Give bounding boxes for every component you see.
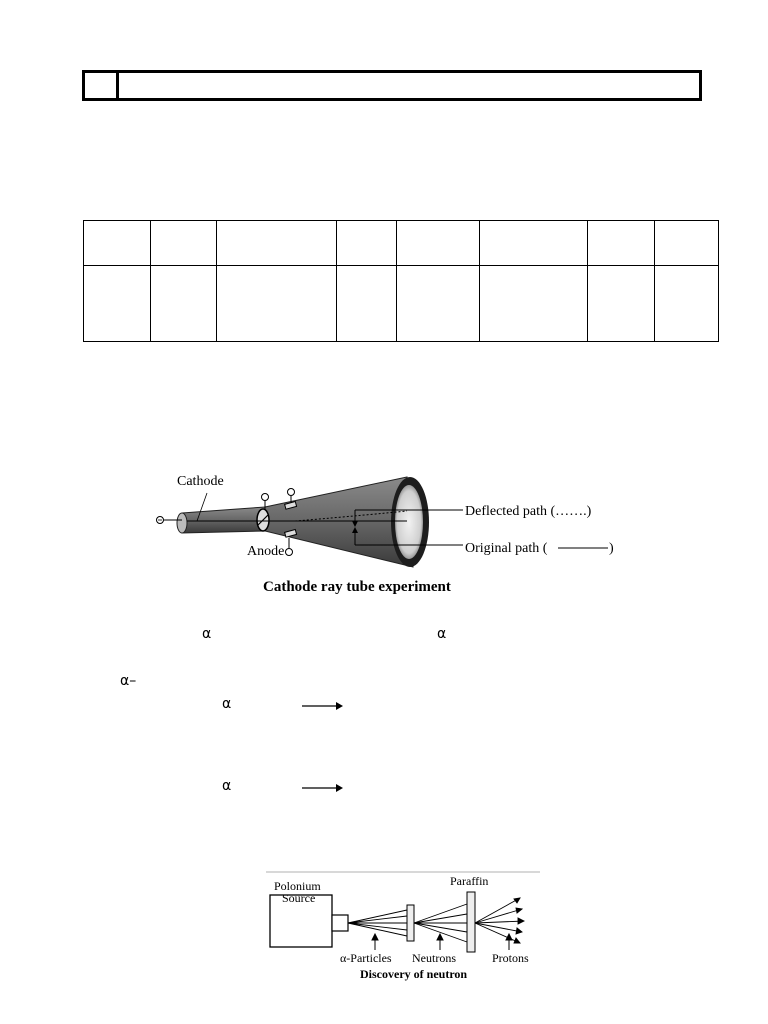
- cathode-end: [177, 513, 187, 533]
- neutron-discovery-figure: [262, 868, 544, 986]
- table-cell: [397, 221, 480, 266]
- figure2-caption: Discovery of neutron: [360, 967, 468, 981]
- table-cell: [84, 266, 151, 342]
- paraffin-block: [467, 892, 475, 952]
- table-cell: [588, 221, 655, 266]
- plate-terminal-bottom: [286, 549, 293, 556]
- deflected-path-label: Deflected path (…….): [465, 504, 592, 519]
- alpha-particles-label: α-Particles: [340, 951, 392, 965]
- polonium-label: Polonium: [274, 879, 321, 893]
- alpha-dash-symbol: α–: [120, 673, 137, 689]
- alpha-symbol: α: [222, 696, 232, 712]
- anode-label: Anode: [247, 544, 285, 559]
- figure1-caption: Cathode ray tube experiment: [263, 579, 451, 595]
- table-cell: [336, 266, 397, 342]
- neutrons-label: Neutrons: [412, 951, 456, 965]
- cathode-label: Cathode: [177, 474, 224, 489]
- table-cell: [84, 221, 151, 266]
- source-aperture: [332, 915, 348, 931]
- tube-neck: [182, 507, 265, 533]
- source-label: Source: [282, 891, 316, 905]
- anode-terminal-top: [262, 494, 269, 501]
- table-cell: [480, 266, 588, 342]
- table-cell: [655, 266, 719, 342]
- table-cell: [150, 221, 216, 266]
- alpha-symbol: α: [222, 778, 232, 794]
- reaction-arrow-icon: [302, 700, 344, 712]
- table-cell: [480, 221, 588, 266]
- section-header-box: [82, 70, 702, 101]
- table-cell: [588, 266, 655, 342]
- table-cell: [216, 266, 336, 342]
- alpha-particle-rays: [348, 910, 407, 936]
- alpha-symbol: α: [202, 626, 212, 642]
- table-cell: [397, 266, 480, 342]
- protons-label: Protons: [492, 951, 529, 965]
- table-cell: [655, 221, 719, 266]
- table-row: [84, 266, 719, 342]
- original-path-label: Original path (: [465, 541, 548, 556]
- table-row: [84, 221, 719, 266]
- cathode-ray-tube-figure: [145, 455, 625, 600]
- table-cell: [336, 221, 397, 266]
- original-path-label-end: ): [609, 541, 614, 556]
- beryllium-target: [407, 905, 414, 941]
- section-number-cell: [85, 73, 119, 98]
- proton-rays: [475, 898, 524, 943]
- screen: [395, 485, 423, 559]
- reaction-arrow-icon: [302, 782, 344, 794]
- paraffin-label: Paraffin: [450, 874, 489, 888]
- alpha-symbol: α: [437, 626, 447, 642]
- plate-terminal-top: [288, 489, 295, 496]
- table-cell: [216, 221, 336, 266]
- data-table: [83, 220, 719, 342]
- table-cell: [150, 266, 216, 342]
